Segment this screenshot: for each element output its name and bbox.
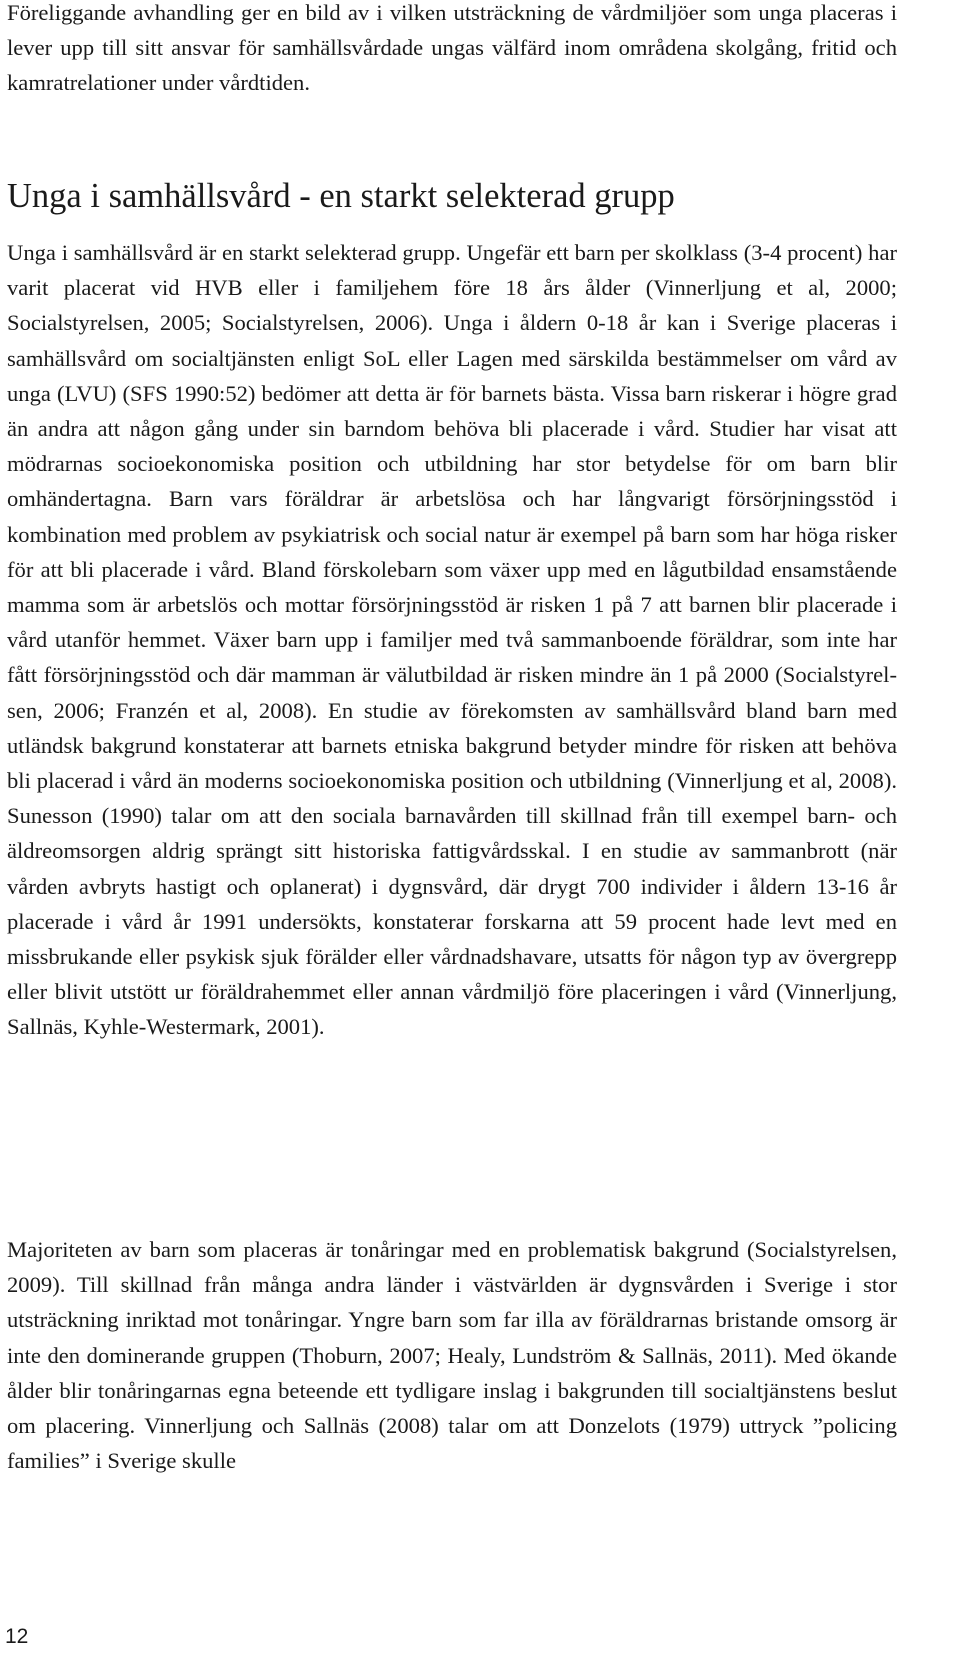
body-paragraph-continued: Majoriteten av barn som placeras är tonåringar med en problematisk bakgrund (Socialstyrelsen, 2009). Till skillnad från många andra länder i västvärlden är dygnsvården i Sverige i stor utsträckning inriktad mot tonåringar. Yngre barn som far illa av föräldrarnas bristande omsorg är inte den dominerande gruppen (Thoburn, 2007; Healy, Lundström & Sallnäs, 2011). Med ökande ålder blir tonåringarnas egna beteende ett tydligare inslag i bakgrunden till socialtjänstens beslut om placering. Vinnerljung och Sallnäs (2008) talar om att Donzelots (1979) uttryck ”policing families” i Sverige skulle	[7, 1237, 897, 1474]
body-paragraph: Unga i samhällsvård är en starkt selekterad grupp. Ungefär ett barn per skolklass (3-4 procent) har varit placerat vid HVB eller i familjehem före 18 års ålder (Vinnerljung et al, 2000; Socialstyrelsen, 2005; Socialstyrelsen, 2006). Unga i åldern 0-18 år kan i Sverige placeras i samhällsvård om socialtjänsten enligt SoL eller Lagen med särskilda bestämmelser om vård av unga (LVU) (SFS 1990:52) bedömer att detta är för barnets bästa. Vissa barn riskerar i högre grad än andra att någon gång under sin barndom behöva bli placerade i vård. Studier har visat att mödrarnas socioekonomiska position och utbildning har stor betydelse för om barn blir omhändertagna. Barn vars föräldrar är arbetslösa och har långvarigt försörjningsstöd i kombination med problem av psykiatrisk och social natur är exempel på barn som har höga risker för att bli placerade i vård. Bland förskolebarn som växer upp med en lågutbildad ensamstående mamma som är arbetslös och mottar försörjningsstöd är risken 1 på 7 att barnen blir placerade i vård utanför hemmet. Växer barn upp i familjer med två sammanboende föräldrar, som inte har fått försörjningsstöd och där mamman är välutbildad är risken mindre än 1 på 2000 (Socialstyrelsen, 2006; Franzén et al, 2008). En studie av förekomsten av samhällsvård bland barn med utländsk bakgrund konstaterar att barnets etniska bakgrund betyder mindre för risken att behöva bli placerad i vård än moderns socioekonomiska position och utbildning (Vinnerljung et al, 2008). Sunesson (1990) talar om att den sociala barnavården till skillnad från till exempel barn- och äldreomsorgen aldrig sprängt sitt historiska fattigvårdsskal. I en studie av sammanbrott (när vården avbryts hastigt och oplanerat) i dygnsvård, där drygt 700 individer i åldern 13-16 år placerade i vård år 1991 undersökts, konstaterar forskarna att 59 procent hade levt med en missbrukande eller psykisk sjuk förälder eller vårdnadshavare, utsatts för någon typ av övergrepp eller blivit utstött ur föräldrahemmet eller annan vårdmiljö före placeringen i vård (Vinnerljung, Sallnäs, Kyhle-Westermark, 2001).	[7, 240, 897, 1040]
section-heading: Unga i samhällsvård - en starkt selekterad grupp	[7, 177, 675, 215]
intro-paragraph: Föreliggande avhandling ger en bild av i vilken utsträckning de vårdmiljöer som unga placeras i lever upp till sitt ansvar för samhällsvårdade ungas välfärd inom områdena skolgång, fritid och kamratrelationer under vårdtiden.	[7, 0, 897, 96]
page-number: 12	[5, 1625, 29, 1648]
